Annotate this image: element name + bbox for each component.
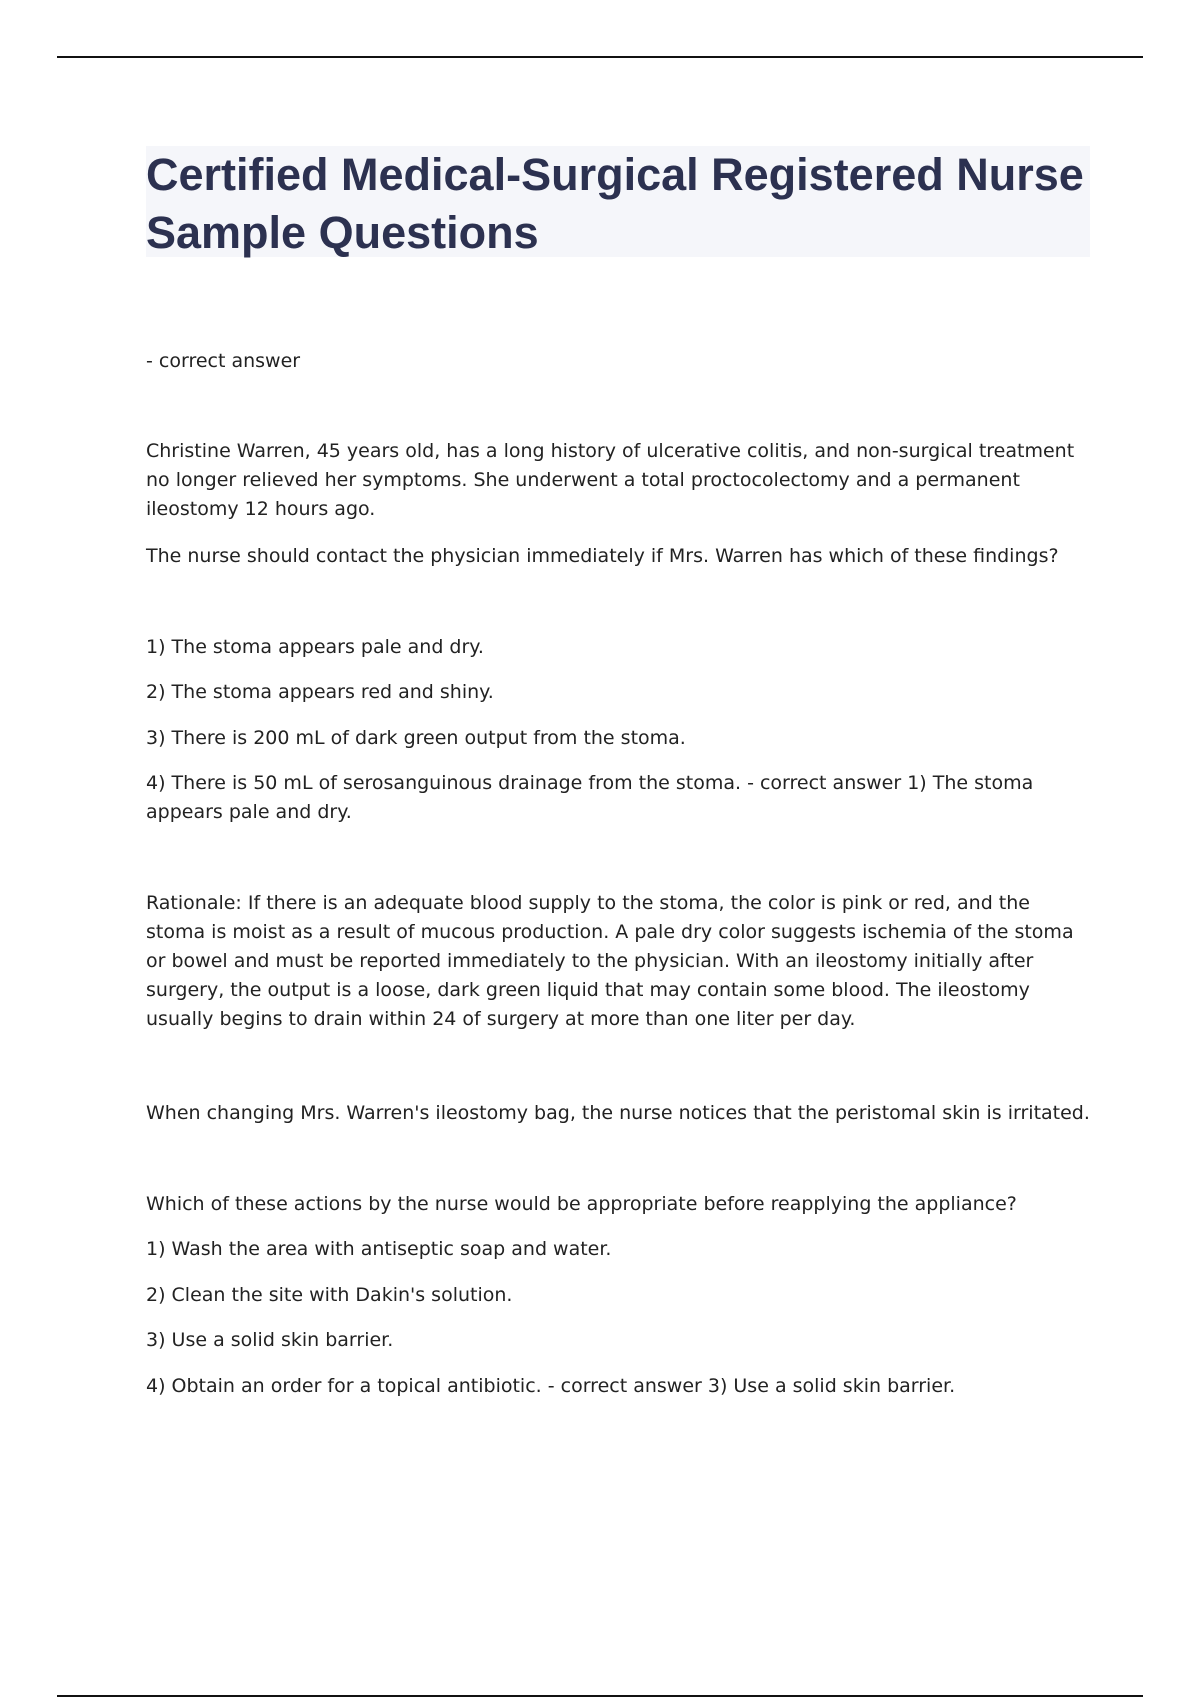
question-1-option-3: 3) There is 200 mL of dark green output from the stoma. (146, 727, 686, 749)
question-2-prompt: Which of these actions by the nurse would be appropriate before reapplying the appliance? (146, 1193, 1017, 1215)
question-1-prompt: The nurse should contact the physician immediately if Mrs. Warren has which of these findings? (146, 545, 1059, 567)
question-1-option-1: 1) The stoma appears pale and dry. (146, 636, 484, 658)
bottom-rule (57, 1695, 1143, 1697)
question-1-option-2: 2) The stoma appears red and shiny. (146, 681, 494, 703)
question-2-option-2: 2) Clean the site with Dakin's solution. (146, 1284, 513, 1306)
question-2-option-4-answer: 4) Obtain an order for a topical antibiotic. - correct answer 3) Use a solid skin barrier. (146, 1375, 956, 1397)
question-1-rationale: Rationale: If there is an adequate blood supply to the stoma, the color is pink or red, and the stoma is moist as a result of mucous production. A pale dry color suggests ischemia of the stoma or bowel and must be reported immediately to the physician. With an ileostomy initially after surgery, the output is a loose, dark green liquid that may contain some blood. The ileostomy usually begins to drain within 24 of surgery at more than one liter per day. (146, 892, 1074, 1030)
page-title: Certified Medical-Surgical Registered Nurse Sample Questions (146, 149, 1084, 258)
question-1-scenario: Christine Warren, 45 years old, has a long history of ulcerative colitis, and non-surgical treatment no longer relieved her symptoms. She underwent a total proctocolectomy and a permanent ileostomy 12 hours ago. (146, 440, 1075, 520)
question-2-option-1: 1) Wash the area with antiseptic soap and water. (146, 1238, 612, 1260)
title-box (146, 146, 1090, 257)
question-2-scenario: When changing Mrs. Warren's ileostomy bag, the nurse notices that the peristomal skin is irritated. (146, 1102, 1090, 1124)
question-1-option-4-answer: 4) There is 50 mL of serosanguinous drainage from the stoma. - correct answer 1) The stoma appears pale and dry. (146, 772, 1034, 823)
correct-answer-intro: - correct answer (146, 350, 301, 372)
question-2-option-3: 3) Use a solid skin barrier. (146, 1329, 394, 1351)
top-rule (57, 56, 1143, 58)
